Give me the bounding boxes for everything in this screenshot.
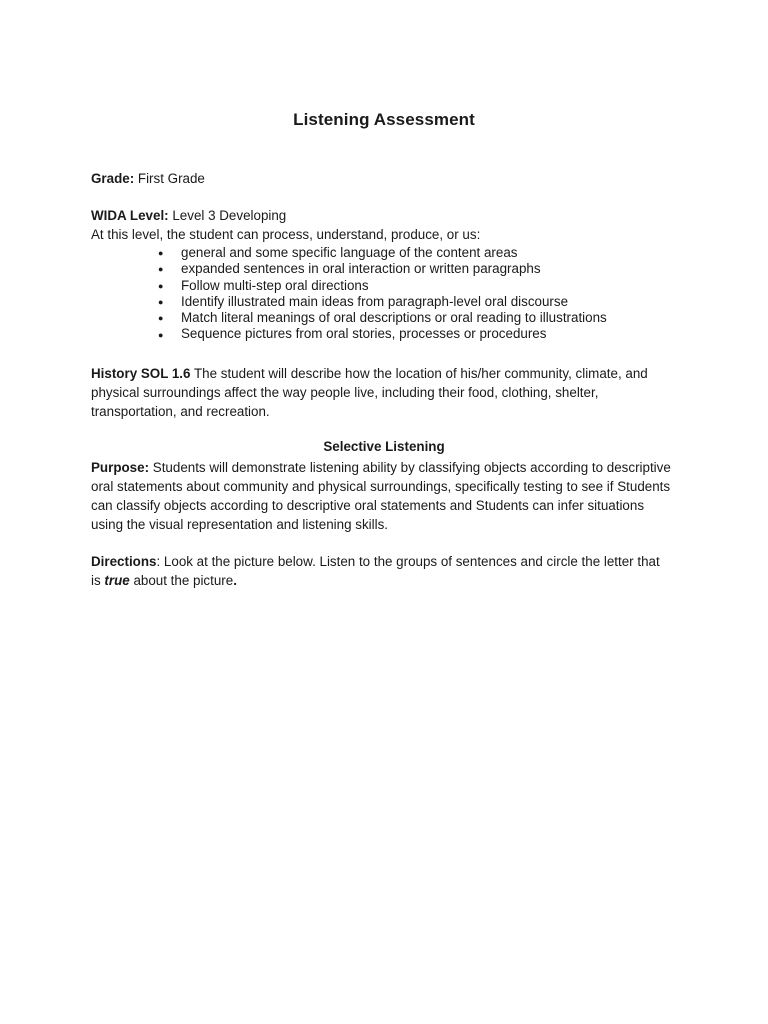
grade-value: First Grade (137, 171, 205, 186)
bullet-icon: ● (158, 297, 164, 308)
bullet-icon: ● (158, 248, 164, 259)
list-item-text: expanded sentences in oral interaction or written paragraphs (181, 261, 541, 277)
history-sol-label: History SOL 1.6 (91, 366, 191, 381)
selective-listening-heading: Selective Listening (323, 439, 445, 454)
directions-text: : Look at the picture below. Listen to the groups of sentences and circle the letter that is (91, 554, 660, 588)
wida-bullet-list (158, 245, 607, 343)
wida-level-value: Level 3 Developing (172, 208, 287, 223)
list-item (158, 326, 607, 342)
list-item-text: Sequence pictures from oral stories, processes or procedures (181, 326, 547, 342)
wida-level-label: WIDA Level: (91, 208, 169, 223)
history-sol-text: The student will describe how the location of his/her community, climate, and physical surroundings affect the way people live, including their food, clothing, shelter, transportation, and recreation. (91, 366, 648, 419)
directions-period: . (233, 573, 237, 588)
directions-label: Directions (91, 554, 157, 569)
bullet-icon: ● (158, 264, 164, 275)
document-title: Listening Assessment (293, 110, 475, 129)
list-item-text: Follow multi-step oral directions (181, 277, 369, 293)
list-item-text: Match literal meanings of oral descriptions or oral reading to illustrations (181, 310, 607, 326)
list-item-text: general and some specific language of the content areas (181, 245, 518, 260)
list-item (158, 245, 607, 261)
directions-emphasis: true (104, 573, 130, 588)
list-item (158, 294, 607, 310)
bullet-icon: ● (158, 280, 164, 291)
history-sol-paragraph (91, 364, 671, 421)
wida-level-line (91, 208, 286, 224)
purpose-label: Purpose: (91, 460, 150, 475)
list-item (158, 310, 607, 326)
grade-line (91, 171, 205, 187)
bullet-icon: ● (158, 313, 164, 324)
wida-description: At this level, the student can process, understand, produce, or us: (91, 227, 481, 242)
list-item (158, 278, 607, 294)
purpose-paragraph (91, 458, 671, 534)
grade-label: Grade: (91, 171, 135, 186)
list-item-text: Identify illustrated main ideas from paragraph-level oral discourse (181, 293, 569, 309)
purpose-text: Students will demonstrate listening ability by classifying objects according to descriptive oral statements about community and physical surroundings, specifically testing to see if Students can classify objects according to descriptive oral statements and Students can infer situations using the visual representation and listening skills. (91, 460, 671, 532)
list-item (158, 261, 607, 277)
bullet-icon: ● (158, 329, 164, 340)
directions-paragraph (91, 552, 671, 590)
directions-text-end: about the picture (129, 573, 234, 588)
